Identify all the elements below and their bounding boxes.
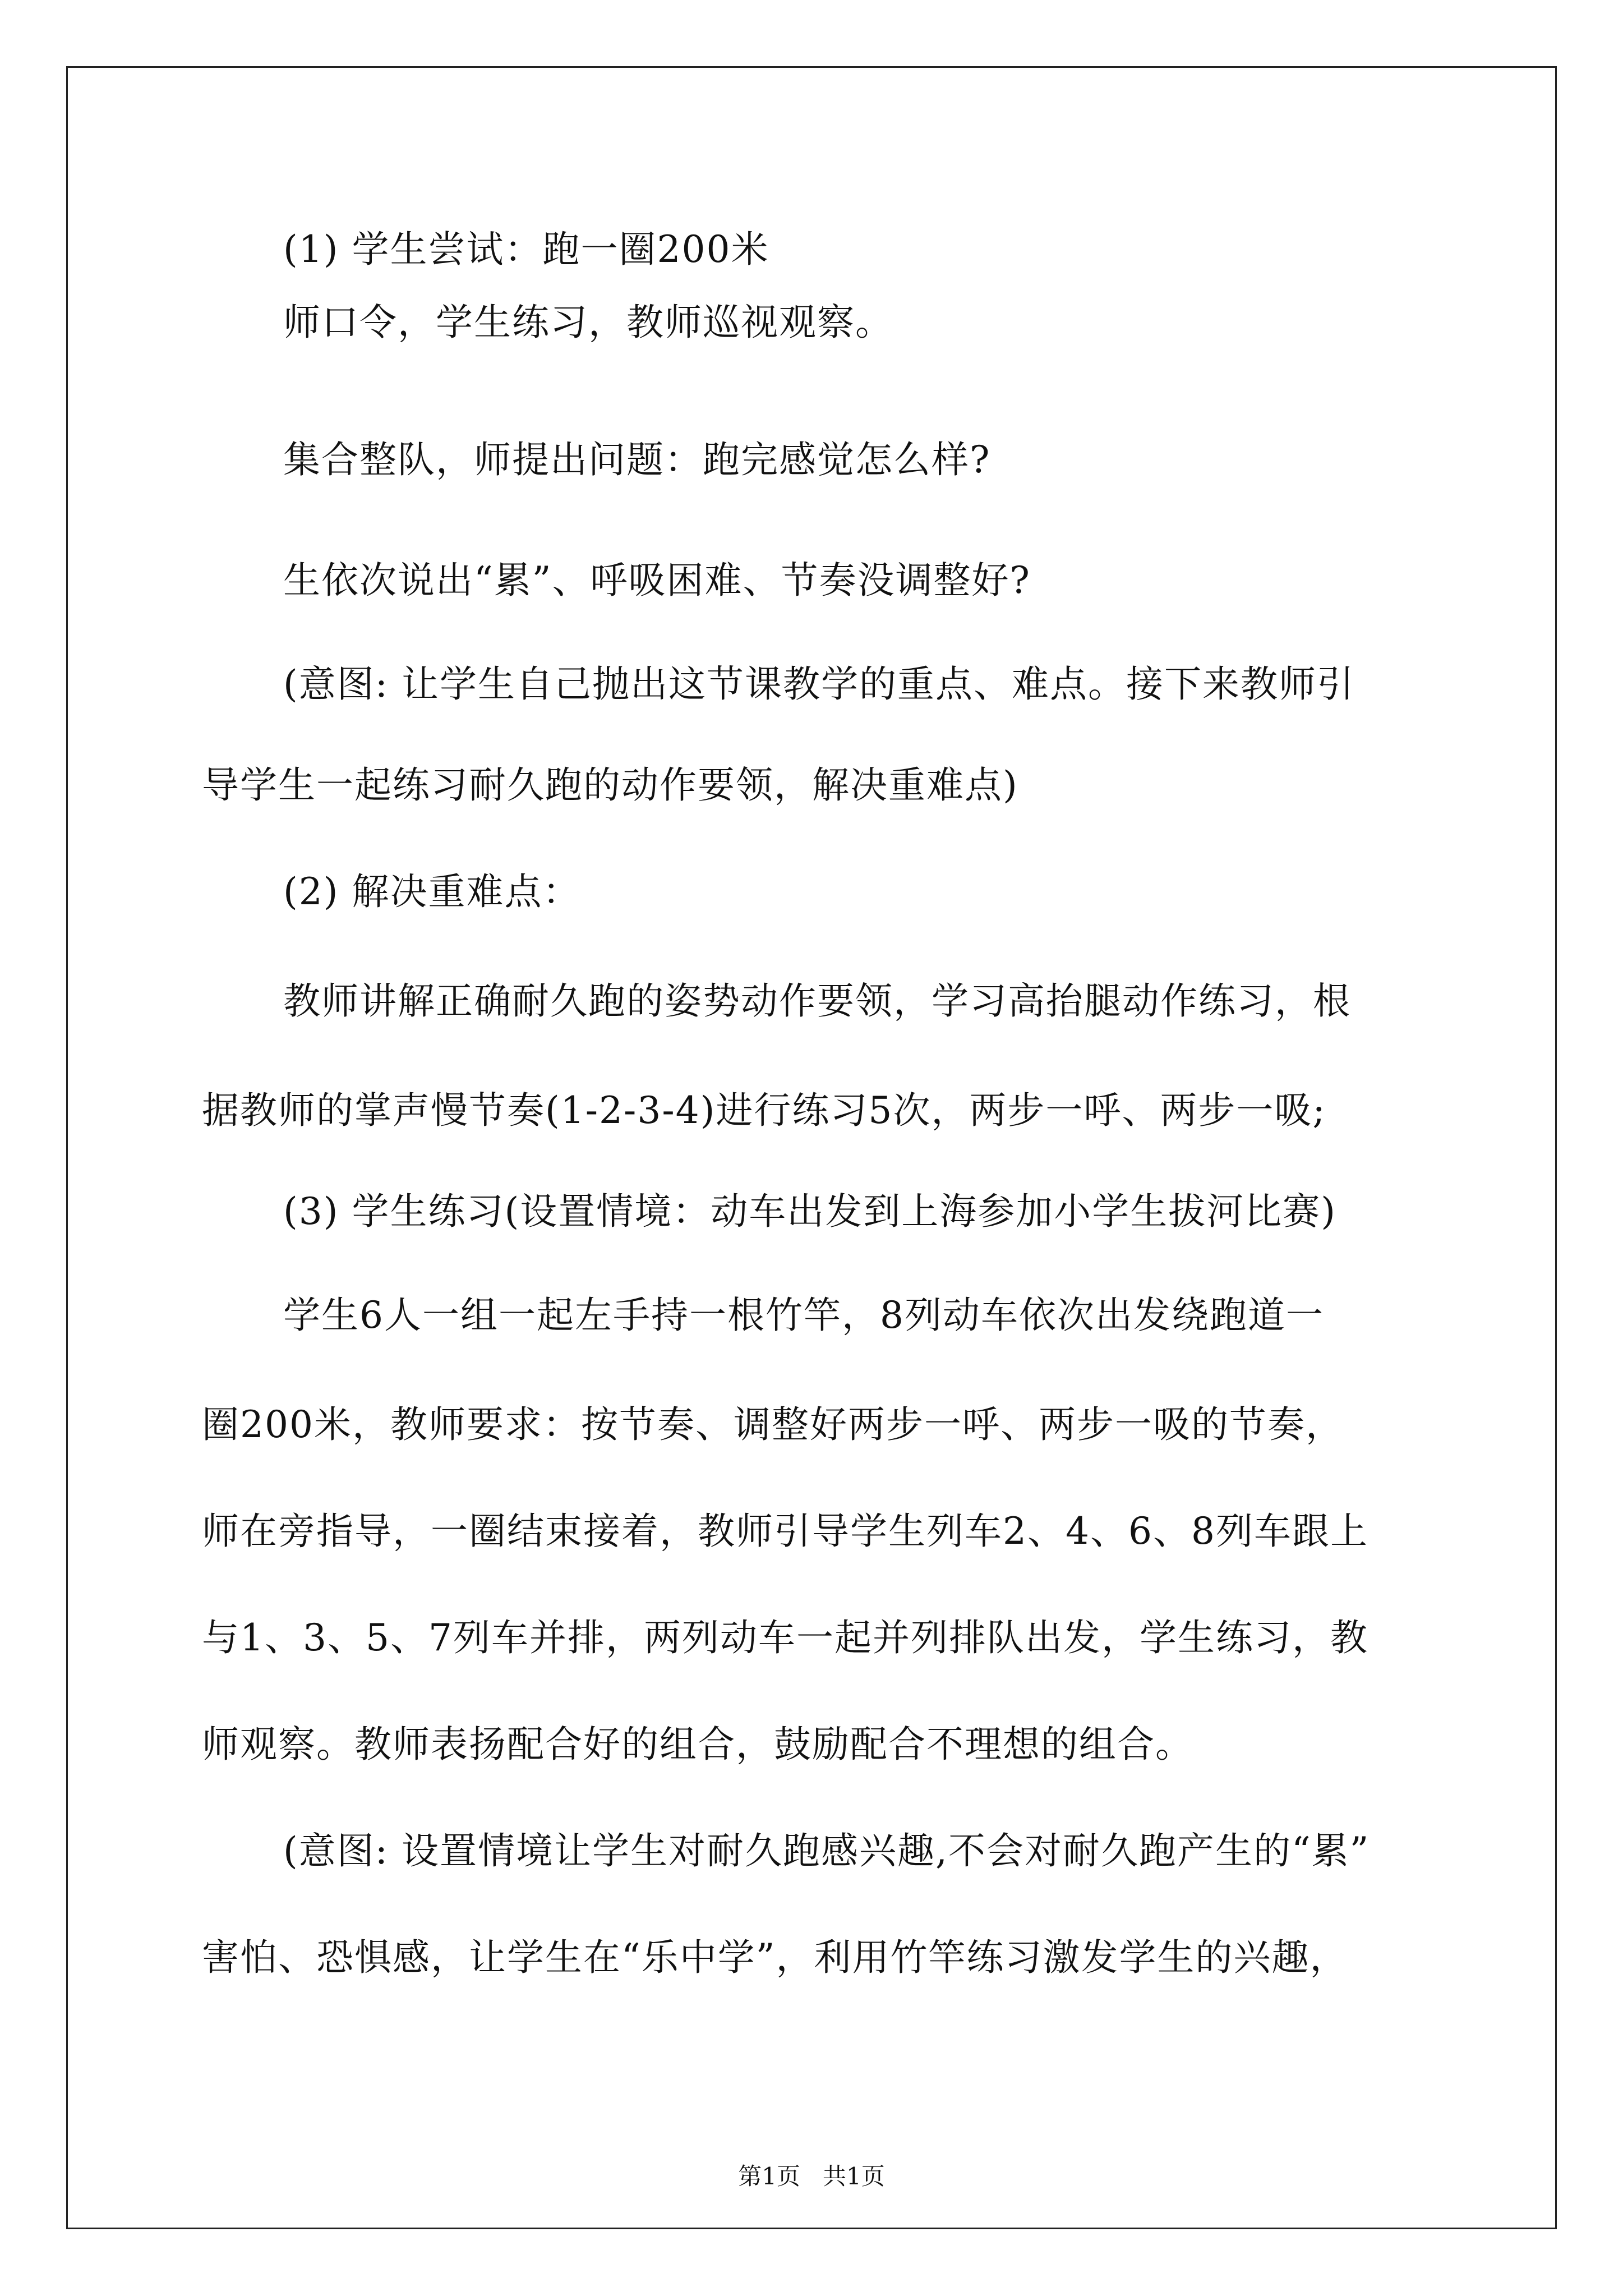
paragraph-line: 师在旁指导，一圈结束接着，教师引导学生列车2、4、6、8列车跟上	[202, 1510, 1368, 1553]
paragraph-line: 教师讲解正确耐久跑的姿势动作要领，学习高抬腿动作练习，根	[283, 979, 1351, 1023]
paragraph-line: 害怕、恐惧感，让学生在“乐中学”，利用竹竿练习激发学生的兴趣，	[202, 1936, 1348, 1979]
paragraph-line: 学生6人一组一起左手持一根竹竿，8列动车依次出发绕跑道一	[283, 1294, 1324, 1337]
paragraph-line: 师观察。教师表扬配合好的组合，鼓励配合不理想的组合。	[202, 1723, 1193, 1766]
paragraph-line: (意图: 让学生自己抛出这节课教学的重点、难点。接下来教师引	[283, 662, 1355, 706]
page-number-footer: 第1页 共1页	[738, 2162, 885, 2190]
paragraph-line: 与1、3、5、7列车并排，两列动车一起并列排队出发，学生练习，教	[202, 1616, 1368, 1659]
paragraph-line: (2) 解决重难点：	[283, 870, 581, 913]
paragraph-line: 导学生一起练习耐久跑的动作要领，解决重难点)	[202, 763, 1018, 807]
paragraph-line: 圈200米，教师要求：按节奏、调整好两步一呼、两步一吸的节奏，	[202, 1403, 1344, 1446]
paragraph-line: 集合整队，师提出问题：跑完感觉怎么样?	[283, 438, 991, 481]
paragraph-line: 生依次说出“累”、呼吸困难、节奏没调整好?	[283, 559, 1031, 602]
paragraph-line: 师口令，学生练习，教师巡视观察。	[283, 301, 893, 344]
page-border	[66, 66, 1557, 2229]
paragraph-line: (1) 学生尝试：跑一圈200米	[283, 228, 769, 271]
paragraph-line: (3) 学生练习(设置情境：动车出发到上海参加小学生拔河比赛)	[283, 1190, 1336, 1233]
paragraph-line: 据教师的掌声慢节奏(1-2-3-4)进行练习5次，两步一呼、两步一吸;	[202, 1089, 1326, 1132]
paragraph-line: (意图: 设置情境让学生对耐久跑感兴趣,不会对耐久跑产生的“累”	[283, 1829, 1370, 1872]
